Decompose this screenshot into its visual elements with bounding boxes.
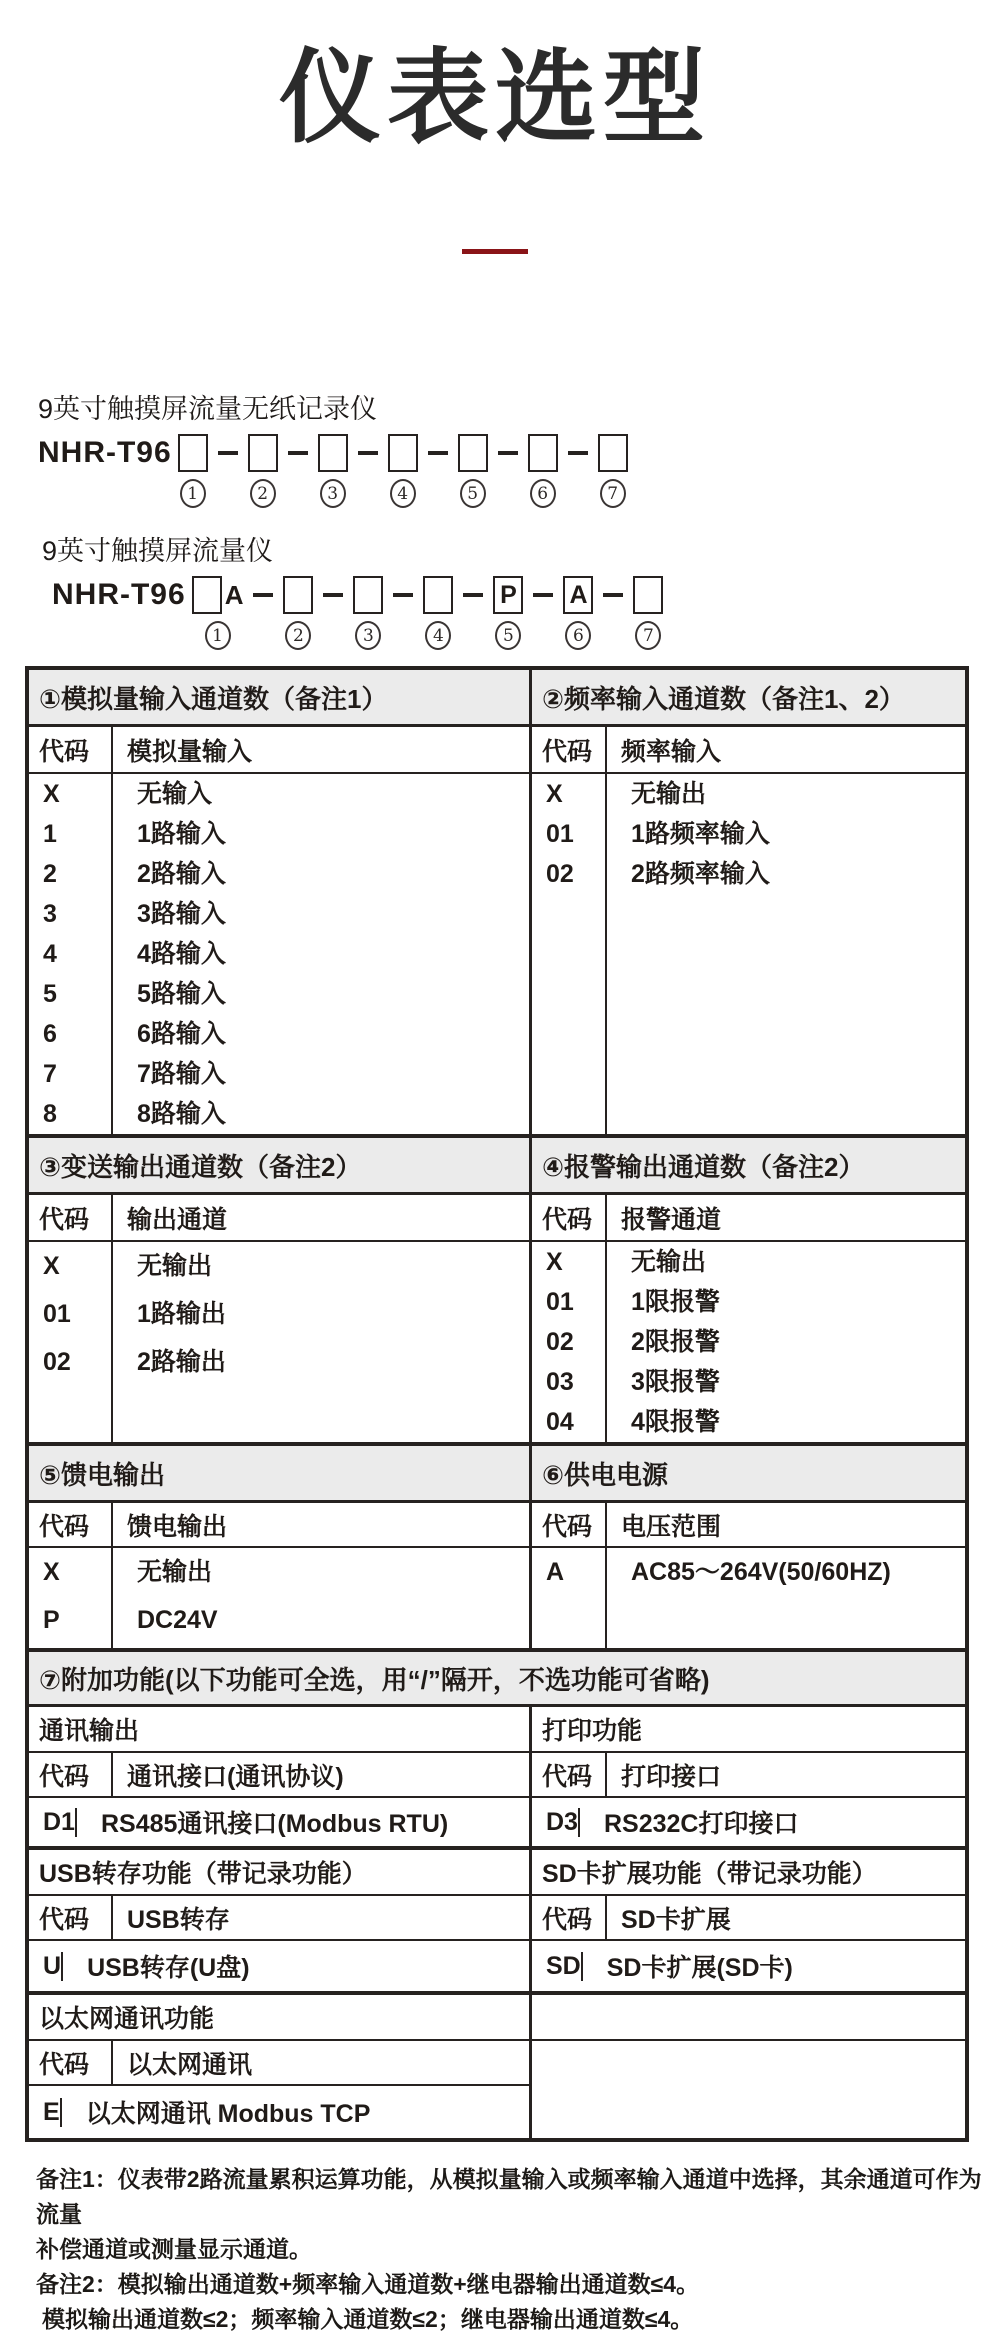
desc-cell: RS232C打印接口 [603, 1810, 799, 1838]
section-6 [532, 1446, 965, 1648]
ethernet-header: 以太网通讯功能 [29, 1995, 529, 2041]
model-2-code-row [52, 576, 990, 650]
desc-cell: 1路输出 [137, 1300, 226, 1328]
section-4-column-headers [532, 1195, 965, 1242]
model-1 [38, 392, 990, 508]
section-3 [29, 1138, 532, 1442]
section-2-column-headers [532, 727, 965, 774]
code-column-header: 代码 [532, 1503, 607, 1546]
code-cell: D1 [43, 1807, 75, 1836]
section-3-body [29, 1242, 529, 1442]
dash-separator [603, 593, 623, 597]
desc-cell: 4限报警 [631, 1408, 720, 1436]
model-2-slot-1 [192, 576, 244, 650]
model-2-fixed-letter: A [224, 580, 244, 610]
desc-column-header: 馈电输出 [127, 1512, 228, 1541]
print-header: 打印功能 [532, 1707, 965, 1753]
code-cell: 6 [43, 1020, 57, 1048]
desc-column [113, 1548, 529, 1648]
section-6-header: ⑥供电电源 [532, 1446, 965, 1503]
position-marker-6: 6 [565, 621, 591, 650]
code-cell: 5 [43, 980, 57, 1008]
model-2-slot-6 [563, 576, 593, 650]
code-column [29, 1952, 63, 1981]
section-2-body [532, 774, 965, 1134]
comm-body [29, 1798, 529, 1846]
dash-separator [358, 451, 378, 455]
section-1 [29, 670, 532, 1134]
section-4-body [532, 1242, 965, 1442]
usb-column-headers [29, 1896, 529, 1941]
desc-cell: 1限报警 [631, 1288, 720, 1316]
model-1-label: 9英寸触摸屏流量无纸记录仪 [38, 394, 378, 424]
code-cell: D3 [546, 1807, 578, 1836]
desc-cell: 2限报警 [631, 1328, 720, 1356]
desc-column [580, 1804, 799, 1840]
code-cell: 01 [43, 1300, 71, 1328]
desc-cell: 6路输入 [137, 1020, 226, 1048]
desc-column [77, 1804, 448, 1840]
title-divider [462, 249, 528, 254]
ethernet-right-empty [532, 1995, 965, 2138]
desc-cell: 5路输入 [137, 980, 226, 1008]
position-marker-6: 6 [530, 479, 556, 508]
print-group [532, 1707, 965, 1846]
position-marker-4: 4 [425, 621, 451, 650]
code-cell: A [546, 1558, 565, 1586]
desc-cell: AC85～264V(50/60HZ) [631, 1558, 891, 1586]
desc-cell: 2路输出 [137, 1348, 226, 1376]
sd-body [532, 1941, 965, 1991]
footnotes [36, 2162, 990, 2337]
desc-column-header: 输出通道 [127, 1205, 228, 1234]
page-title: 仪表选型 [279, 41, 711, 155]
desc-cell: 1路频率输入 [631, 820, 770, 848]
ethernet-column-headers [29, 2041, 529, 2086]
desc-column [583, 1948, 793, 1984]
model-1-box-1 [178, 434, 208, 472]
print-body [532, 1798, 965, 1846]
desc-cell: 8路输入 [137, 1100, 226, 1128]
band-3-4 [29, 1134, 965, 1442]
desc-column-header: 电压范围 [621, 1512, 722, 1541]
section-2-header: ②频率输入通道数（备注1、2） [532, 670, 965, 727]
model-1-slot-5 [458, 434, 488, 508]
model-1-box-6 [528, 434, 558, 472]
note-line-3: 备注2：模拟输出通道数+频率输入通道数+继电器输出通道数≤4。 [36, 2271, 700, 2297]
code-column [532, 1952, 583, 1981]
model-2-slot-5 [493, 576, 523, 650]
desc-column [113, 1242, 529, 1442]
code-cell: X [43, 780, 60, 808]
model-2-slot-3 [353, 576, 383, 650]
model-2-slot-2 [283, 576, 313, 650]
comm-column-headers [29, 1753, 529, 1798]
dash-separator [253, 593, 273, 597]
model-1-box-7 [598, 434, 628, 472]
code-column-header: 代码 [29, 1753, 113, 1796]
model-2-box-4 [423, 576, 453, 614]
code-cell: 7 [43, 1060, 57, 1088]
position-marker-7: 7 [635, 621, 661, 650]
code-column-header: 代码 [532, 1753, 607, 1796]
desc-column-header: USB转存 [127, 1905, 230, 1934]
model-2 [38, 534, 990, 650]
code-cell: 3 [43, 900, 57, 928]
ethernet-group [29, 1995, 532, 2138]
ethernet-body [29, 2086, 529, 2138]
desc-cell: RS485通讯接口(Modbus RTU) [100, 1810, 449, 1838]
code-cell: 8 [43, 1100, 57, 1128]
note-line-4: 模拟输出通道数≤2；频率输入通道数≤2；继电器输出通道数≤4。 [42, 2306, 694, 2332]
model-1-box-4 [388, 434, 418, 472]
code-cell: P [43, 1606, 60, 1634]
position-marker-5: 5 [495, 621, 521, 650]
model-1-slot-3 [318, 434, 348, 508]
model-2-prefix: NHR-T96 [52, 578, 186, 611]
section-5-column-headers [29, 1503, 529, 1548]
code-cell: 01 [546, 1288, 574, 1316]
model-2-slot-7 [633, 576, 663, 650]
code-column [29, 2098, 62, 2127]
desc-cell: 2路频率输入 [631, 860, 770, 888]
code-column [532, 1242, 607, 1442]
model-2-label: 9英寸触摸屏流量仪 [42, 536, 274, 566]
code-column-header: 代码 [29, 2041, 113, 2084]
model-2-box-3 [353, 576, 383, 614]
section-5-header: ⑤馈电输出 [29, 1446, 529, 1503]
comm-output-header: 通讯输出 [29, 1707, 529, 1753]
desc-column-header: 以太网通讯 [127, 2050, 253, 2079]
dash-separator [218, 451, 238, 455]
code-column [29, 1808, 77, 1837]
code-cell: SD [546, 1951, 581, 1980]
section-3-column-headers [29, 1195, 529, 1242]
desc-column [607, 774, 965, 1134]
section-7-header: ⑦附加功能(以下功能可全选，用“/”隔开，不选功能可省略) [29, 1652, 965, 1707]
section-6-column-headers [532, 1503, 965, 1548]
model-1-box-5 [458, 434, 488, 472]
section-5-body [29, 1548, 529, 1648]
section-4 [532, 1138, 965, 1442]
code-column-header: 代码 [532, 1896, 607, 1939]
desc-cell: DC24V [137, 1606, 218, 1634]
code-column [29, 1548, 113, 1648]
desc-column [62, 2094, 371, 2130]
note-line-1: 备注1：仪表带2路流量累积运算功能，从模拟量输入或频率输入通道中选择，其余通道可作为流量 [36, 2166, 982, 2227]
code-column-header: 代码 [532, 727, 607, 772]
desc-cell: 无输出 [137, 1252, 213, 1280]
code-cell: 1 [43, 820, 57, 848]
model-1-box-2 [248, 434, 278, 472]
code-column-header: 代码 [29, 1195, 113, 1240]
note-line-2: 补偿通道或测量显示通道。 [36, 2236, 312, 2262]
desc-column-header: 模拟量输入 [127, 737, 253, 766]
desc-cell: SD卡扩展(SD卡) [606, 1954, 793, 1982]
desc-column-header: 通讯接口(通讯协议) [127, 1762, 344, 1791]
desc-cell: 2路输入 [137, 860, 226, 888]
desc-cell: 1路输入 [137, 820, 226, 848]
position-marker-5: 5 [460, 479, 486, 508]
code-cell: 2 [43, 860, 57, 888]
code-cell: X [546, 1248, 563, 1276]
desc-column [607, 1548, 965, 1648]
desc-cell: 3限报警 [631, 1368, 720, 1396]
code-cell: X [43, 1558, 60, 1586]
dash-separator [498, 451, 518, 455]
desc-cell: 3路输入 [137, 900, 226, 928]
position-marker-1: 1 [205, 621, 231, 650]
usb-header: USB转存功能（带记录功能） [29, 1850, 529, 1896]
dash-separator [288, 451, 308, 455]
code-cell: 4 [43, 940, 57, 968]
desc-cell: 以太网通讯 Modbus TCP [85, 2100, 371, 2128]
code-cell: E [43, 2097, 60, 2126]
desc-cell: 无输出 [631, 780, 707, 808]
position-marker-7: 7 [600, 479, 626, 508]
sd-group [532, 1850, 965, 1991]
band-7-comm-print [29, 1707, 965, 1846]
band-7 [29, 1648, 965, 2138]
sd-header: SD卡扩展功能（带记录功能） [532, 1850, 965, 1896]
model-1-slot-4 [388, 434, 418, 508]
model-1-prefix: NHR-T96 [38, 436, 172, 469]
code-cell: 02 [546, 860, 574, 888]
dash-separator [323, 593, 343, 597]
code-cell: U [43, 1951, 62, 1980]
section-2 [532, 670, 965, 1134]
model-2-box-5: P [493, 576, 523, 614]
desc-column-header: 打印接口 [621, 1762, 722, 1791]
dash-separator [393, 593, 413, 597]
code-column [532, 1808, 580, 1837]
model-1-box-3 [318, 434, 348, 472]
code-cell: X [546, 780, 563, 808]
band-5-6 [29, 1442, 965, 1648]
print-column-headers [532, 1753, 965, 1798]
code-column [532, 1548, 607, 1648]
dash-separator [533, 593, 553, 597]
section-3-header: ③变送输出通道数（备注2） [29, 1138, 529, 1195]
section-6-body [532, 1548, 965, 1648]
position-marker-2: 2 [285, 621, 311, 650]
band-1-2 [29, 670, 965, 1134]
comm-output-group [29, 1707, 532, 1846]
code-cell: 03 [546, 1368, 574, 1396]
section-4-header: ④报警输出通道数（备注2） [532, 1138, 965, 1195]
empty-cell [532, 1995, 965, 2041]
sd-column-headers [532, 1896, 965, 1941]
usb-group [29, 1850, 532, 1991]
desc-column [63, 1948, 250, 1984]
desc-column [113, 774, 529, 1134]
model-diagrams [38, 392, 990, 650]
position-marker-3: 3 [355, 621, 381, 650]
desc-column [607, 1242, 965, 1442]
code-cell: 02 [546, 1328, 574, 1356]
model-1-slot-6 [528, 434, 558, 508]
model-2-box-6: A [563, 576, 593, 614]
code-column [29, 774, 113, 1134]
model-1-code-row [38, 434, 990, 508]
code-column-header: 代码 [29, 727, 113, 772]
position-marker-1: 1 [180, 479, 206, 508]
code-cell: 01 [546, 820, 574, 848]
code-cell: 04 [546, 1408, 574, 1436]
code-column-header: 代码 [532, 1195, 607, 1240]
model-1-slot-7 [598, 434, 628, 508]
band-7-usb-sd [29, 1846, 965, 1991]
desc-cell: 无输入 [137, 780, 213, 808]
desc-column-header: 报警通道 [621, 1205, 722, 1234]
position-marker-4: 4 [390, 479, 416, 508]
model-2-slot-4 [423, 576, 453, 650]
band-7-ethernet [29, 1991, 965, 2138]
position-marker-3: 3 [320, 479, 346, 508]
section-1-body [29, 774, 529, 1134]
usb-body [29, 1941, 529, 1991]
dash-separator [463, 593, 483, 597]
code-cell: X [43, 1252, 60, 1280]
section-5 [29, 1446, 532, 1648]
code-column-header: 代码 [29, 1896, 113, 1939]
desc-column-header: 频率输入 [621, 737, 722, 766]
section-1-header: ①模拟量输入通道数（备注1） [29, 670, 529, 727]
desc-column-header: SD卡扩展 [621, 1905, 731, 1934]
desc-cell: 4路输入 [137, 940, 226, 968]
code-column [532, 774, 607, 1134]
desc-cell: USB转存(U盘) [87, 1954, 250, 1982]
desc-cell: 无输出 [137, 1558, 213, 1586]
code-column [29, 1242, 113, 1442]
code-cell: 02 [43, 1348, 71, 1376]
model-1-slot-2 [248, 434, 278, 508]
desc-cell: 7路输入 [137, 1060, 226, 1088]
section-1-column-headers [29, 727, 529, 774]
dash-separator [568, 451, 588, 455]
model-2-box-1 [192, 576, 222, 614]
model-1-slot-1 [178, 434, 208, 508]
model-2-box-7 [633, 576, 663, 614]
model-2-box-2 [283, 576, 313, 614]
position-marker-2: 2 [250, 479, 276, 508]
code-column-header: 代码 [29, 1503, 113, 1546]
selection-table [25, 666, 969, 2142]
dash-separator [428, 451, 448, 455]
desc-cell: 无输出 [631, 1248, 707, 1276]
model-2-box-1-group [192, 576, 244, 614]
